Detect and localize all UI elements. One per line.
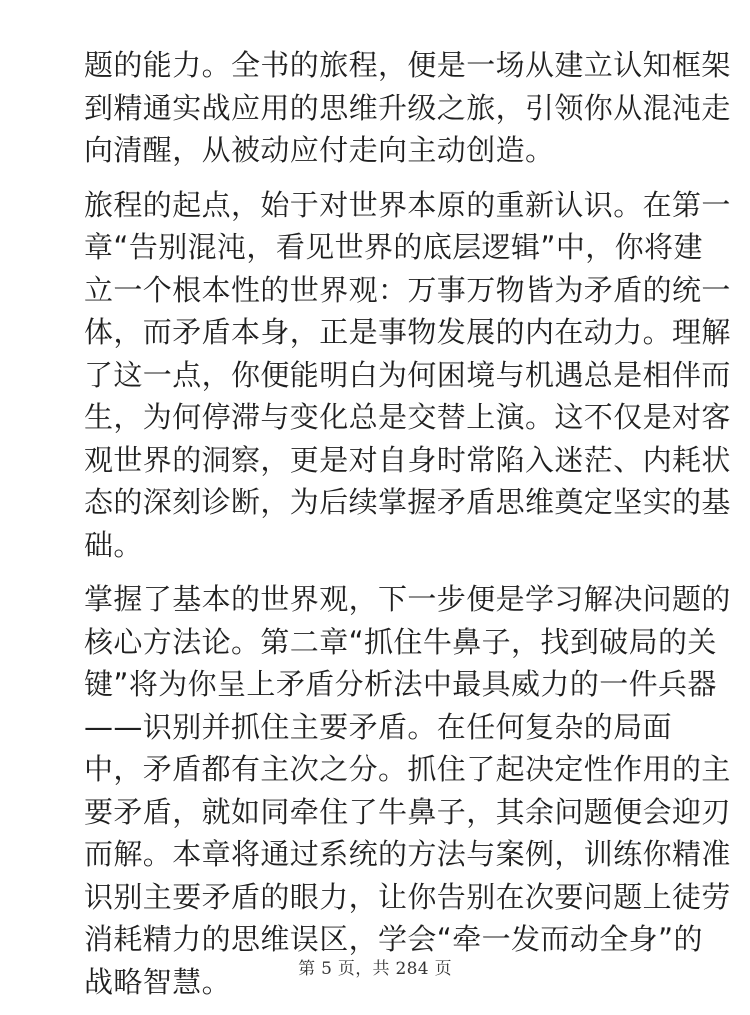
text-line: 键”将为你呈上矛盾分析法中最具威力的一件兵器 <box>84 667 717 701</box>
text-line: 生，为何停滞与变化总是交替上演。这不仅是对客 <box>84 400 731 434</box>
text-line: 消耗精力的思维误区，学会“牵一发而动全身”的 <box>84 922 703 956</box>
text-line: 而解。本章将通过系统的方法与案例，训练你精准 <box>84 837 731 871</box>
paragraph-3 <box>84 578 731 1003</box>
text-line: 向清醒，从被动应付走向主动创造。 <box>84 133 555 167</box>
paragraph-2 <box>84 184 731 567</box>
text-line: 章“告别混沌，看见世界的底层逻辑”中，你将建 <box>84 230 703 264</box>
text-line: 立一个根本性的世界观：万事万物皆为矛盾的统一 <box>84 272 731 307</box>
text-line: ——识别并抓住主要矛盾。在任何复杂的局面 <box>84 709 673 744</box>
text-line: 掌握了基本的世界观，下一步便是学习解决问题的 <box>84 582 731 616</box>
text-line: 识别主要矛盾的眼力，让你告别在次要问题上徒劳 <box>84 879 731 914</box>
text-line: 战略智慧。 <box>84 964 232 999</box>
text-line: 中，矛盾都有主次之分。抓住了起决定性作用的主 <box>84 752 731 786</box>
text-line: 到精通实战应用的思维升级之旅，引领你从混沌走 <box>84 90 731 125</box>
text-line: 观世界的洞察，更是对自身时常陷入迷茫、内耗状 <box>84 442 731 477</box>
text-line: 旅程的起点，始于对世界本原的重新认识。在第一 <box>84 187 731 222</box>
text-line: 体，而矛盾本身，正是事物发展的内在动力。理解 <box>84 315 731 349</box>
text-line: 核心方法论。第二章“抓住牛鼻子，找到破局的关 <box>84 624 717 659</box>
text-line: 态的深刻诊断，为后续掌握矛盾思维奠定坚实的基 <box>84 485 731 519</box>
text-line: 础。 <box>84 527 143 562</box>
paragraph-1 <box>84 44 731 172</box>
text-line: 题的能力。全书的旅程，便是一场从建立认知框架 <box>84 48 731 82</box>
text-line: 了这一点，你便能明白为何困境与机遇总是相伴而 <box>84 357 731 392</box>
page-number-footer: 第 5 页，共 284 页 <box>298 959 452 979</box>
document-body <box>84 44 731 1015</box>
text-line: 要矛盾，就如同牵住了牛鼻子，其余问题便会迎刃 <box>84 794 731 829</box>
